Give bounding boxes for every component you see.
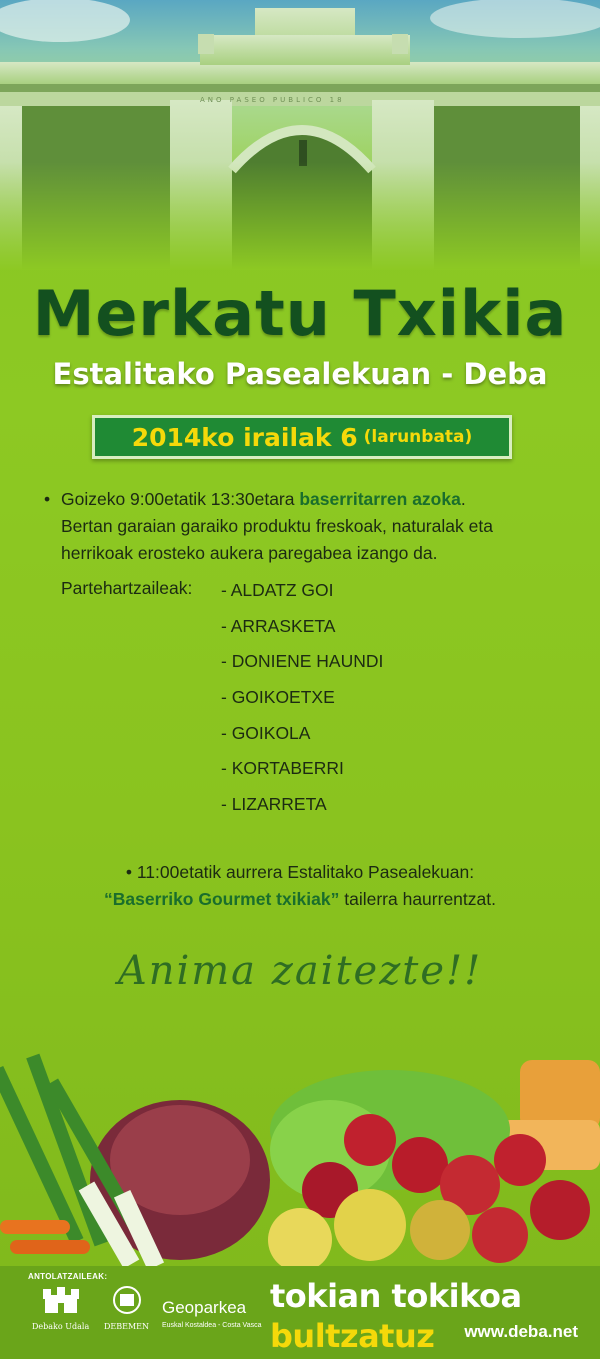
list-item: - DONIENE HAUNDI — [221, 651, 384, 672]
logo2-caption: DEBEMEN — [104, 1322, 150, 1331]
event-date: 2014ko irailak 6 — [131, 422, 358, 452]
market-highlight: baserritarren azoka — [299, 489, 461, 509]
website-link[interactable]: www.deba.net — [464, 1322, 578, 1341]
workshop-rest: tailerra haurrentzat. — [339, 889, 496, 909]
list-item: - LIZARRETA — [221, 794, 327, 815]
debako-udala-logo — [32, 1285, 89, 1331]
market-lead: Goizeko 9:00etatik 13:30etara — [61, 489, 300, 509]
organizers-label: ANTOLATZAILEAK: — [28, 1272, 108, 1281]
event-weekday: (larunbata) — [363, 427, 473, 447]
list-item: - ARRASKETA — [221, 615, 336, 636]
geoparkea-subtitle: Euskal Kostaldea - Costa Vasca — [162, 1322, 262, 1329]
market-rest: Bertan garaian garaiko produktu freskoak, naturalak eta herrikoak erosteko aukera paregabea izango da. — [61, 516, 493, 563]
market-end: . — [460, 489, 466, 509]
market-description — [44, 486, 564, 567]
bullet: • — [44, 489, 51, 509]
list-item: - GOIKOETXE — [221, 687, 335, 708]
building-photo — [0, 0, 600, 270]
workshop-name: “Baserriko Gourmet txikiak” — [104, 889, 340, 909]
vegetables-photo — [0, 1040, 600, 1270]
workshop-info — [0, 859, 600, 913]
logo1-caption: Debako Udala — [32, 1322, 90, 1331]
list-item: - ALDATZ GOI — [221, 580, 334, 600]
slogan-part1: tokian tokikoa — [270, 1277, 522, 1315]
footer-slogan — [270, 1276, 600, 1356]
date-banner — [92, 415, 512, 459]
castle-crest-icon — [39, 1285, 83, 1315]
building-inscription: ANO PASEO PUBLICO 18 — [200, 96, 345, 104]
workshop-line: • 11:00etatik aurrera Estalitako Pasealekuan: — [125, 862, 475, 882]
geoparkea-name: Geoparkea — [162, 1298, 247, 1317]
poster-subtitle: Estalitako Pasealekuan - Deba — [52, 357, 548, 391]
debemen-logo — [104, 1285, 149, 1331]
list-item: - GOIKOLA — [221, 722, 311, 743]
anima-slogan: Anima zaitezte!! — [117, 948, 483, 994]
debemen-logo-icon — [105, 1285, 149, 1315]
poster-title: Merkatu Txikia — [32, 277, 568, 350]
slogan-part2: bultzatuz — [270, 1317, 435, 1355]
participants-label: Partehartzaileak: — [61, 578, 193, 598]
list-item: - KORTABERRI — [221, 758, 344, 779]
